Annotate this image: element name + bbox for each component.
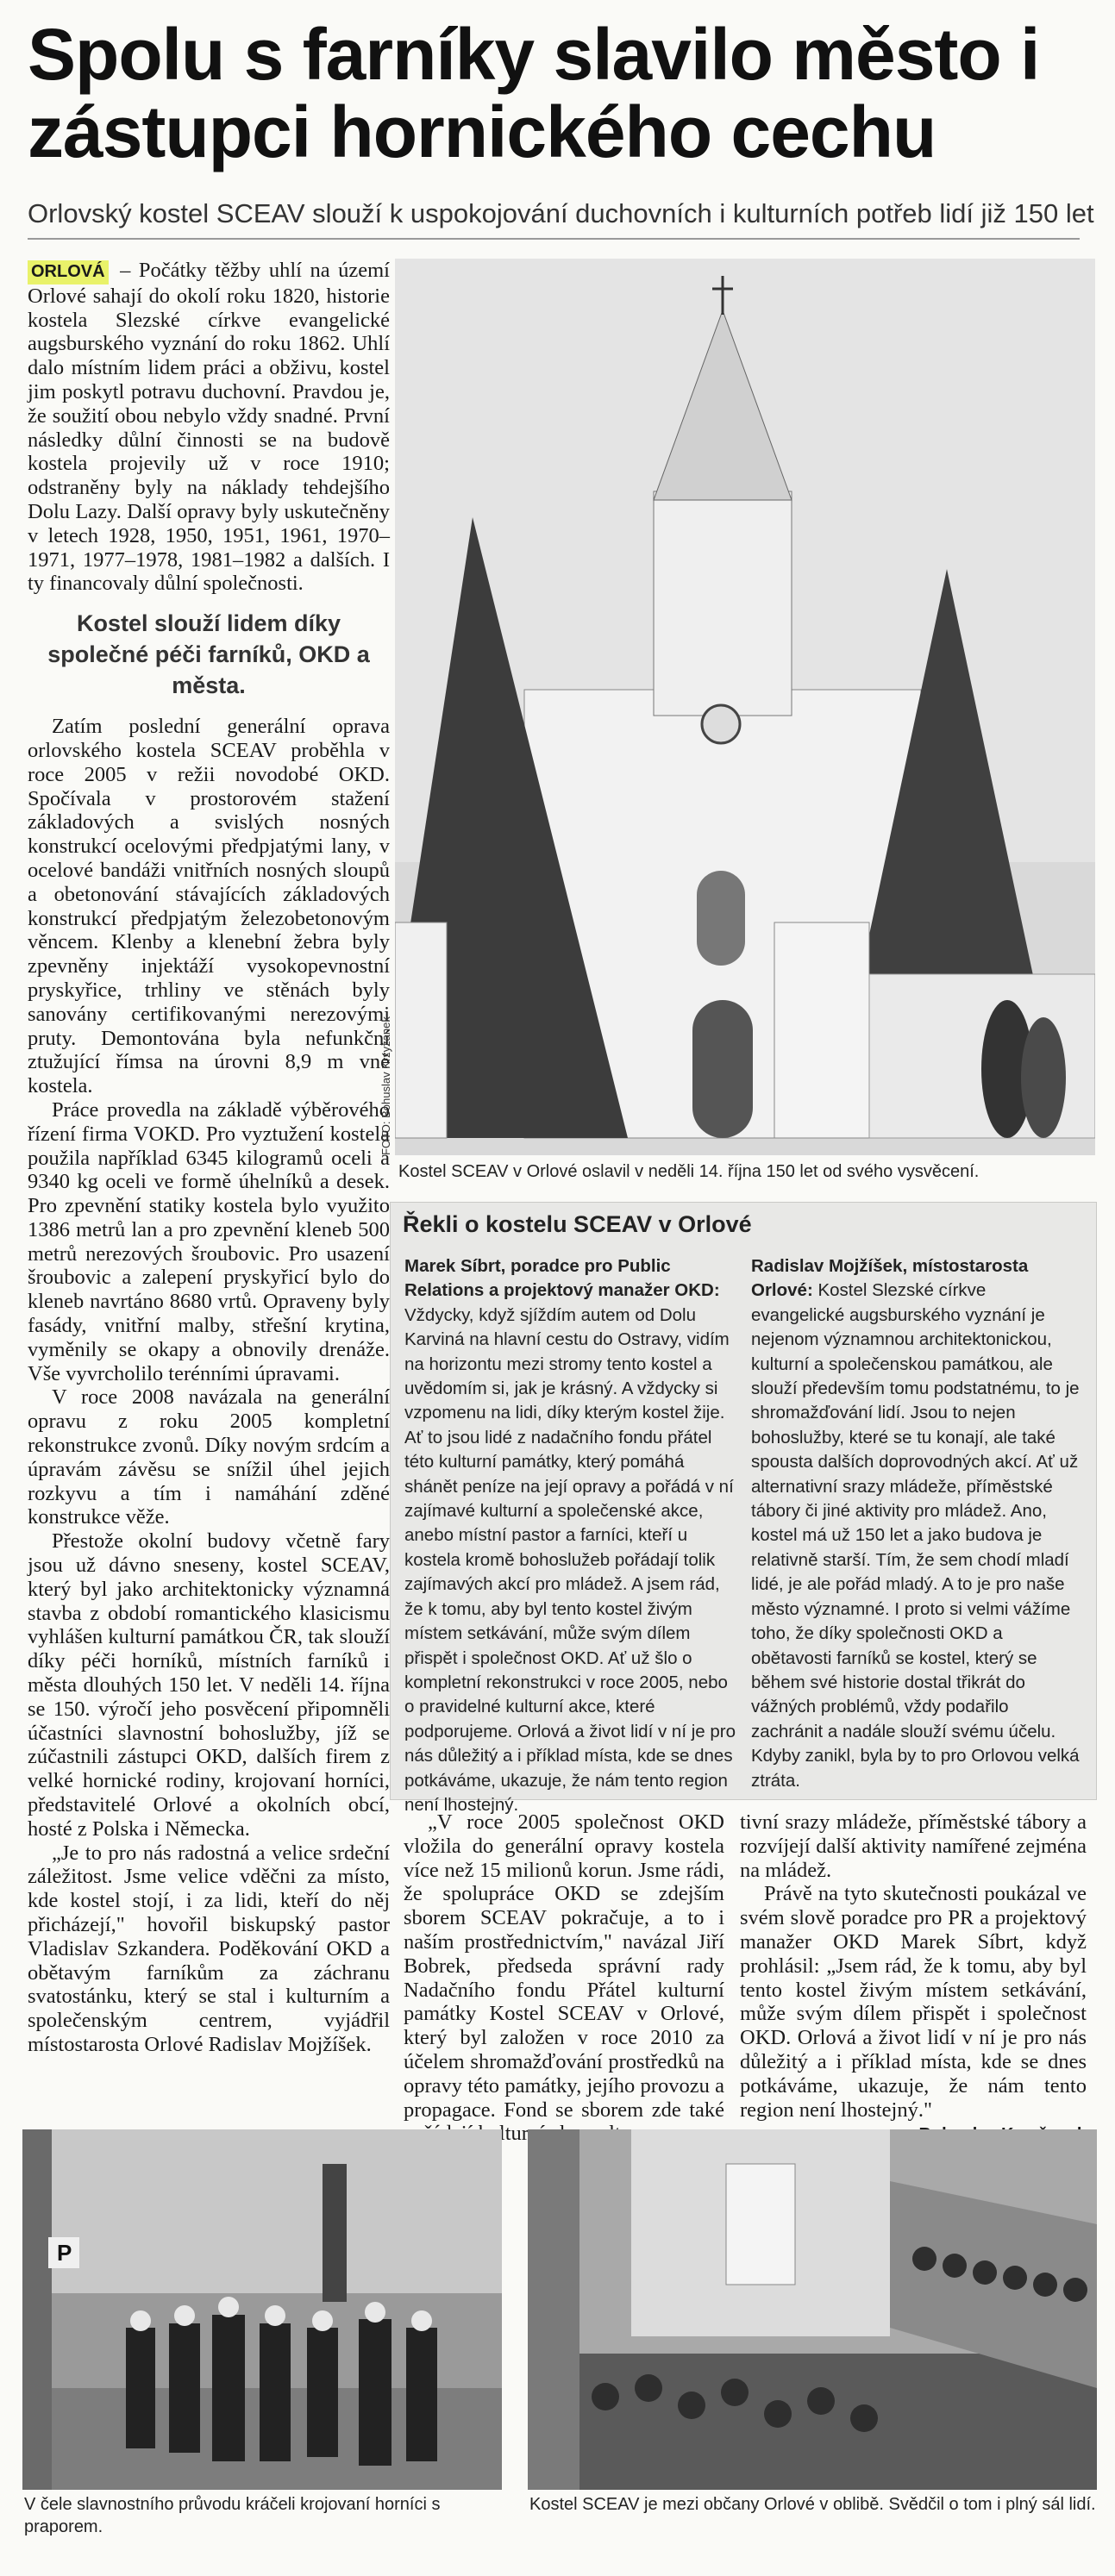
photo-church-interior [528,2129,1097,2490]
subheadline: Orlovský kostel SCEAV slouží k uspokojování duchovních i kulturních potřeb lidí již 150 let [28,198,1094,228]
photo-credit: FOTO: Bohuslav Krzyžanek [379,1016,392,1155]
location-tag: ORLOVÁ [28,260,109,284]
procession-caption: V čele slavnostního průvodu kráčeli krojovaní horníci s praporem. [24,2495,441,2536]
body-paragraph: Práce provedla na základě výběrového řízení firma VOKD. Pro vyztužení kostela použila například 6345 kilogramů oceli a 9340 kg oceli ve formě úhelníků a desek. Pro zpevnění statiky kostela bylo využito 1386 metrů lan a pro zpevnění kleneb 500 metrů nerezových šroubovic. Pro usazení šroubovic a zalepení pryskyřicí bylo do kleneb navrtáno 8680 vrtů. Opraveny byly fasády, vnitřní malby, střešní krytina, vyměnily se okapy a obnovily drenáže. Vše vyvrcholilo terénními úpravami. [28,1097,390,1385]
body-paragraph: „Je to pro nás radostná a velice srdeční záležitost. Jsme velice vděčni za místo, kde kostel stojí, i za lidi, kteří do něj přicházejí," hovořil biskupský pastor Vladislav Szkandera. Poděkování OKD a obětavým farníkům za záchranu svatostánku, který se stal i kulturním a společenským centrem, vyjádřil místostarosta Orlové Radislav Mojžíšek. [28,1841,390,2056]
article-column-2 [404,1810,724,2146]
quotes-box-title: Řekli o kostelu SCEAV v Orlové [403,1211,752,1237]
quotes-box [390,1202,1097,1815]
main-photo-caption: Kostel SCEAV v Orlové oslavil v neděli 14. října 150 let od svého vysvěcení. [398,1162,980,1181]
interior-caption: Kostel SCEAV je mezi občany Orlové v oblibě. Svědčil o tom i plný sál lidí. [529,2495,1096,2514]
article-column-1 [28,259,390,2057]
body-paragraph: tivní srazy mládeže, příměstské tábory a rozvíjejí další aktivity namířené zejména na mládež. [740,1810,1087,1882]
header-rule [28,238,1080,240]
headline: Spolu s farníky slavilo město i zástupci hornického cechu [28,14,1040,172]
lead-text: – Počátky těžby uhlí na území Orlové sahají do okolí roku 1820, historie kostela Slezské církve evangelické augsburského vyznání do roku 1862. Uhlí dalo místním lidem práci a obživu, kostel jim poskytl potravu duchovní. Pravdou je, že soužití obou nebylo vždy snadné. První následky důlní činnosti se na budově kostela projevily už v roce 1910; odstraněny byly na náklady tehdejšího Dolu Lazy. Další opravy byly uskutečněny v letech 1928, 1950, 1951, 1961, 1970–1971, 1977–1978, 1981–1982 a dalších. I ty financovaly důlní společnosti. [28,259,390,596]
quote-right [751,1254,1084,1793]
crosshead: Kostel slouží lidem díky společné péči farníků, OKD a města. [47,610,370,699]
article-column-3 [740,1810,1087,2148]
body-paragraph: Právě na tyto skutečnosti poukázal ve svém slově poradce pro PR a projektový manažer OKD Marek Síbrt, když prohlásil: „Jsem rád, že k tomu, aby byl tento kostel živým místem setkávání, může svým dílem přispět i společnost OKD. Orlová a život lidí v ní je pro nás důležitý a i příklad místa, kde se dnes potkáváme, ukazuje, že nám tento region není lhostejný." [740,1882,1087,2122]
quote-left-speaker: Marek Síbrt, poradce pro Public Relations a projektový manažer OKD: [404,1256,720,1301]
main-photo-church [395,259,1095,1155]
body-paragraph: Přestože okolní budovy včetně fary jsou už dávno sneseny, kostel SCEAV, který byl jako architektonicky významná stavba z období romantického klasicismu vyhlášen kulturní památkou ČR, tak slouží díky péči horníků, místních farníků i města dlouhých 150 let. V neděli 14. října se 150. výročí jeho posvěcení připomněli účastníci slavnostní bohoslužby, jíž se zúčastnili zástupci OKD, dalších firem z velké hornické rodiny, krojovaní horníci, představitelé Orlové a okolních obcí, hosté z Polska i Německa. [28,1529,390,1841]
body-paragraph: Zatím poslední generální oprava orlovského kostela SCEAV proběhla v roce 2005 v režii novodobé OKD. Spočívala v prostorovém stažení základových a svislých nosných konstrukcí ocelovými předpjatými lany, v ocelové bandáži vnitřních nosných sloupů a obetonování stávajících základových konstrukcí předpjatým železobetonovým věncem. Klenby a klenební žebra byly zpevněny injektáží vysokopevnostní pryskyřice, trhliny ve stěnách byly sanovány certifikovanými nerezovými pruty. Demontována byla nefunkční ztužující římsa na úrovni 8,9 m vně kostela. [28,715,390,1098]
parking-sign-letter: P [57,2240,72,2266]
quote-right-text: Kostel Slezské církve evangelické augsburského vyznání je nejenom významnou architektonickou, kulturní a společenskou památkou, ale slouží především tomu podstatnému, to je shromažďování lidí. Jsou to nejen bohoslužby, které se tu konají, ale také spousta dalších doprovodných akcí. Ať už alternativní srazy mládeže, příměstské tábory či jiné aktivity pro mládež. Ano, kostel má už 150 let a jako budova je relativně starší. Tím, že sem chodí mladí lidé, je ale pořád mladý. A to je pro naše město významné. I proto si velmi vážíme toho, že díky společnosti OKD a obětavosti farníků se kostel, který se během své historie dostal třikrát do vážných problémů, vždy podařilo zachránit a nadále slouží svému účelu. Kdyby zanikl, byla by to pro Orlovou velká ztráta. [751,1280,1080,1791]
quote-left-text: Vždycky, když sjíždím autem od Dolu Karviná na hlavní cestu do Ostravy, vidím na horizontu mezi stromy tento kostel a uvědomím si, jak je krásný. A vždycky si vzpomenu na lidi, díky kterým kostel žije. Ať to jsou lidé z nadačního fondu přátel této kulturní památky, který pomáhá shánět peníze na její opravy a pořádá v ní zajímavé kulturní a společenské akce, anebo místní pastor a farníci, kteří u kostela kromě bohoslužeb pořádají tolik zajímavých akcí pro mládež. A jsem rád, že k tomu, aby byl tento kostel živým místem setkávání, může svým dílem přispět i společnost OKD. Ať už šlo o kompletní rekonstrukci v roce 2005, nebo o pravidelné kulturní akce, které podporujeme. Orlová a život lidí v ní je pro nás důležitý a i příklad místa, kde se dnes potkáváme, ukazuje, že nám tento region není lhostejný. [404,1304,736,1815]
lead-paragraph [28,259,390,596]
procession-illustration [22,2129,502,2490]
body-paragraph: V roce 2008 navázala na generální opravu z roku 2005 kompletní rekonstrukce zvonů. Díky novým srdcím a úpravám závěsu se snížil úhel jejich rozkyvu a tím i namáhání zděné konstrukce věže. [28,1385,390,1529]
quote-left [404,1254,737,1817]
photo-procession [22,2129,502,2490]
quote-right-speaker: Radislav Mojžíšek, místostarosta Orlové: [751,1256,1029,1301]
body-paragraph: „V roce 2005 společnost OKD vložila do generální opravy kostela více než 15 milionů korun. Jsme rádi, že spolupráce OKD se zdejším sborem SCEAV pokračuje, a to i naším prostřednictvím," navázal Jiří Bobrek, předseda správní rady Nadačního fondu Přátel kulturní památky Kostel SCEAV v Orlové, který byl založen v roce 2010 za účelem shromažďování prostředků na opravy této památky, jejího provozu a propagace. Fond se sborem zde také kulturní [404,1810,724,2146]
church-illustration [395,259,1095,1155]
interior-illustration [528,2129,1097,2490]
